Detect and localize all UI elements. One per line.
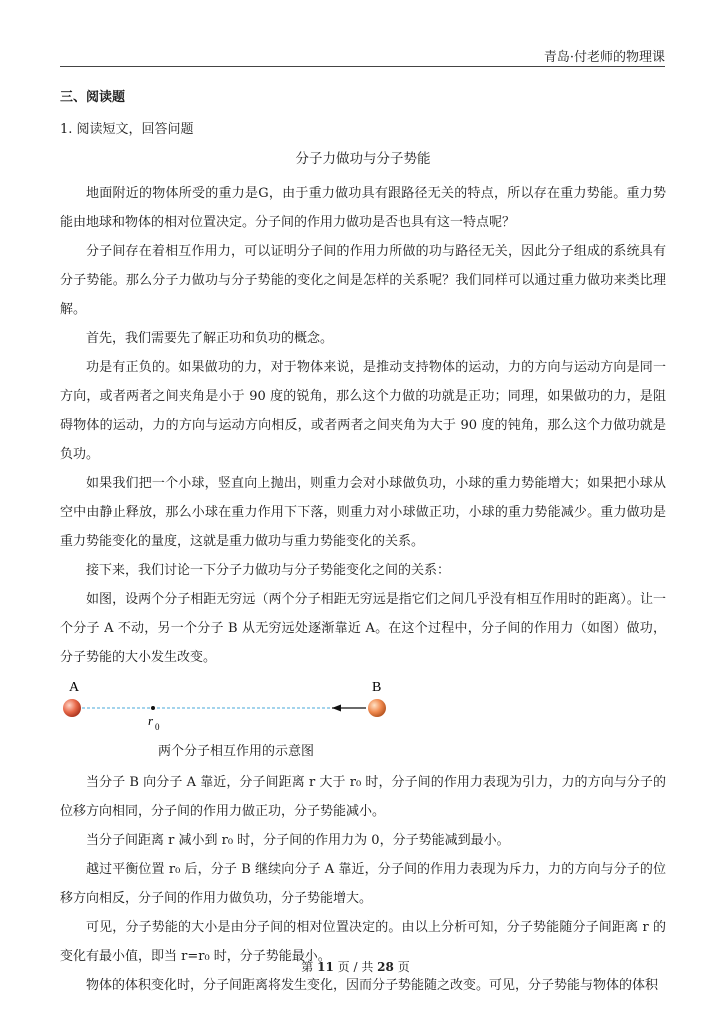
- label-r0: r: [148, 713, 154, 728]
- paragraph: 当分子间距离 r 减小到 r₀ 时，分子间的作用力为 0，分子势能减到最小。: [86, 833, 510, 848]
- molecule-diagram-svg: [60, 674, 666, 742]
- page-header: [60, 44, 665, 67]
- footer-page-number: 11: [317, 960, 334, 974]
- paragraph: 可见，分子势能的大小是由分子间的相对位置决定的。由以上分析可知，分子势能随分子间距离 r 的变化有最小值，即当 r=r₀ 时，分子势能最小。: [60, 920, 666, 964]
- molecule-diagram: [60, 674, 666, 742]
- paragraph: 地面附近的物体所受的重力是G，由于重力做功具有跟路径无关的特点，所以存在重力势能。重力势能由地球和物体的相对位置决定。分子间的作用力做功是否也具有这一特点呢？: [60, 186, 666, 230]
- force-arrowhead: [332, 705, 341, 712]
- paragraph: 越过平衡位置 r₀ 后，分子 B 继续向分子 A 靠近，分子间的作用力表现为斥力，力的方向与分子的位移方向相反，分子间的作用力做负功，分子势能增大。: [60, 862, 666, 906]
- article-title: 分子力做功与分子势能: [295, 151, 431, 167]
- paragraph: 分子间存在着相互作用力，可以证明分子间的作用力所做的功与路径无关，因此分子组成的系统具有分子势能。那么分子力做功与分子势能的变化之间是怎样的关系呢？我们同样可以通过重力做功来类比理解。: [60, 244, 666, 317]
- paragraph: 当分子 B 向分子 A 靠近，分子间距离 r 大于 r₀ 时，分子间的作用力表现为引力，力的方向与分子的位移方向相同，分子间的作用力做正功，分子势能减小。: [60, 775, 666, 819]
- page-footer: [0, 958, 711, 975]
- equilibrium-point: [151, 706, 155, 710]
- section-title: 三、阅读题: [60, 90, 126, 105]
- paragraph: 如果我们把一个小球，竖直向上抛出，则重力会对小球做负功，小球的重力势能增大；如果把小球从空中由静止释放，那么小球在重力作用下下落，则重力对小球做正功，小球的重力势能减少。重力做功是重力势能变化的量度，这就是重力做功与重力势能变化的关系。: [60, 476, 666, 549]
- footer-mid: 页 / 共: [337, 960, 374, 974]
- document-body: [60, 88, 666, 1000]
- paragraph: 首先，我们需要先了解正功和负功的概念。: [86, 331, 334, 346]
- paragraph: 物体的体积变化时，分子间距离将发生变化，因而分子势能随之改变。可见，分子势能与物体的体积: [86, 978, 659, 993]
- label-a: A: [69, 680, 80, 695]
- label-r0-subscript: 0: [155, 722, 160, 732]
- header-title: 青岛·付老师的物理课: [543, 50, 665, 65]
- label-b: B: [372, 680, 382, 695]
- paragraph: 功是有正负的。如果做功的力，对于物体来说，是推动支持物体的运动，力的方向与运动方向是同一方向，或者两者之间夹角是小于 90 度的锐角，那么这个力做的功就是正功；同理，如果做功的力，是阻碍物体的运动，力的方向与运动方向相反，或者两者之间夹角为大于 90 度的钝角，那么这个力做功就是负功。: [60, 360, 666, 462]
- footer-prefix: 第: [301, 960, 314, 974]
- molecule-a: [63, 699, 81, 717]
- paragraph: 如图，设两个分子相距无穷远（两个分子相距无穷远是指它们之间几乎没有相互作用时的距离）。让一个分子 A 不动，另一个分子 B 从无穷远处逐渐靠近 A。在这个过程中，分子间的作用力（如图）做功，分子势能的大小发生改变。: [60, 592, 666, 665]
- footer-total-pages: 28: [377, 960, 394, 974]
- paragraph: 接下来，我们讨论一下分子力做功与分子势能变化之间的关系：: [86, 563, 451, 578]
- question-prompt: 1. 阅读短文，回答问题: [60, 122, 194, 137]
- molecule-b: [368, 699, 386, 717]
- diagram-caption: 两个分子相互作用的示意图: [158, 744, 315, 759]
- footer-suffix: 页: [397, 960, 410, 974]
